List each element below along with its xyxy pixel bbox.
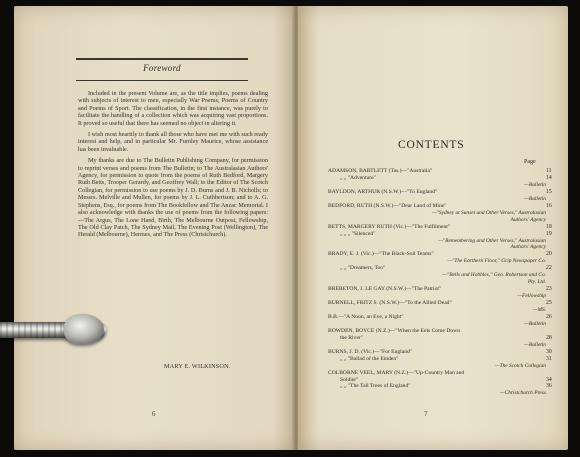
left-page (14, 6, 294, 450)
foreword-signature: MARY E. WILKINSON. (164, 363, 231, 370)
foreword-header-box (76, 58, 248, 81)
foreword-heading: Foreword (143, 63, 181, 73)
contents-source: —Christchurch Press (499, 390, 546, 397)
contents-source: —The Scotch Collegian (494, 362, 546, 369)
contents-page-number: 23 (546, 286, 552, 293)
contents-source: —Bulletin (524, 195, 546, 202)
contents-page-number: 15 (546, 188, 552, 195)
contents-entry: BAYLDON, ARTHUR (N.S.W.)—"To England" (328, 188, 438, 195)
contents-page-number: 30 (546, 348, 552, 355)
contents-source: —Bulletin (524, 181, 546, 188)
contents-list (298, 6, 568, 450)
right-page-number: 7 (424, 410, 428, 418)
contents-source: Authors' Agency (510, 216, 546, 223)
contents-source: —Bulletin (524, 320, 546, 327)
contents-source: —MS. (532, 307, 546, 313)
contents-source: —Bulletin (524, 341, 546, 348)
contents-page-number: 14 (546, 174, 552, 181)
contents-page-number: 31 (546, 355, 552, 362)
contents-entry: „ „ "Ballad of the Emden" (340, 355, 399, 362)
contents-source: —Fellowship (517, 293, 546, 300)
contents-entry: BOWDEN, BOYCE (N.Z.)—"When the Eels Come Down (328, 327, 461, 334)
right-page (298, 6, 568, 450)
contents-source: —"Remembering and Other Verses," Australasian (438, 237, 546, 244)
contents-source: —"Bells and Hobbles," Geo. Robertson and Co. (442, 272, 546, 279)
foreword-body (78, 90, 268, 243)
contents-entry: „ „ "Adventure" (340, 174, 376, 181)
contents-source: Authors' Agency (510, 244, 546, 251)
contents-source: Pty. Ltd. (527, 279, 546, 286)
contents-page-number: 18 (546, 223, 552, 230)
contents-entry: B.B.—"A Noon, an Eve, a Night" (328, 313, 404, 320)
contents-entry: BRADY, E. J. (Vic.)—"The Black-Soil Teams" (328, 251, 434, 258)
contents-page-number: 11 (546, 168, 552, 174)
foreword-paragraph-1: Included in the present Volume are, as the title implies, poems dealing with subjects of interest to men, especially War Poems, Poems of Country and Poems of Sport. The classification, in the first instance, was purely to facilitate the handling of a collection which was acquiring vast proportions. It proved so useful that there has seemed no object in altering it. (78, 90, 268, 127)
contents-page-number: 36 (546, 383, 552, 390)
contents-page-number: 26 (546, 313, 552, 320)
contents-entry: the River" (340, 334, 363, 341)
contents-page-number: 28 (546, 334, 552, 341)
contents-page-number: 16 (546, 202, 552, 209)
contents-page-number: 22 (546, 265, 552, 272)
contents-entry: „ „ "Dreamers, Too" (340, 265, 386, 272)
contents-page-number: 25 (546, 300, 552, 307)
contents-title: CONTENTS (398, 139, 465, 151)
contents-entry: „ „ „ "Silenced" (340, 230, 376, 237)
left-page-number: 6 (152, 410, 156, 418)
bookmark-hand-ornament (64, 314, 104, 344)
contents-entry: „ „ "The Tall Trees of England" (340, 383, 411, 390)
contents-entry: Soldier" (340, 376, 359, 383)
contents-page-number: 34 (546, 376, 552, 383)
contents-page-label: Page (524, 159, 536, 165)
contents-entry: ADAMSON, BARTLETT (Tas.)—"Australia" (328, 168, 433, 174)
contents-entry: COLBORNE VEEL, MARY (N.Z.)—"Up-Country Man and (328, 369, 465, 376)
foreword-paragraph-2: I wish most heartily to thank all those who have met me with such ready interest and help, and in particular Mr. Furnley Maurice, whose assistance has been invaluable. (78, 131, 268, 153)
contents-source: —"The Earthern Floor," Grip Newspaper Co. (447, 258, 546, 265)
foreword-paragraph-3: My thanks are due to The Bulletin Publishing Company, for permission to reprint verses and poems from The Bulletin; to The Australasian Authors' Agency, for permission to quote from the poems of Ruth Bedford, Margery Ruth Betts, Trooper Gerardy, and Geoffrey Wall; to the Editor of The Scotch Collegian, for permission to use poems by J. D. Burns and J. B. Nicholls; to Messrs. Melville and Mullen, for poems by J. L. Cuthbertson; and to A. G. Stephens, Esq., for poems from The Bookfellow and The Anzac Memorial. I also acknowledge with thanks the use of poems from the following papers:—The Argus, The Lone Hand, Birth, The Melbourne Outpost, Fellowship, The Old Clay Patch, The Sydney Mail, The Evening Post (Wellington), The Herald (Melbourne), Hermes, and The Press (Christchurch). (78, 157, 268, 239)
contents-source: —"Sydney at Sunset and Other Verses," Australasian (431, 209, 546, 216)
contents-page-number: 19 (546, 230, 552, 237)
contents-entry: BRERETON, J. LE GAY (N.S.W.)—"The Patriot" (328, 286, 442, 293)
contents-entry: BETTS, MARGERY RUTH (Vic.)—"The Fulfilment" (328, 223, 451, 230)
contents-entry: BEDFORD, RUTH (N.S.W.)—"Dear Land of Mine" (328, 202, 447, 209)
contents-entry: BURNS, J. D. (Vic.)—"For England" (328, 348, 413, 355)
contents-page-number: 20 (546, 251, 552, 258)
contents-entry: BURNELL, FRITZ S. (N.S.W.)—"To the Allied Dead" (328, 300, 452, 307)
